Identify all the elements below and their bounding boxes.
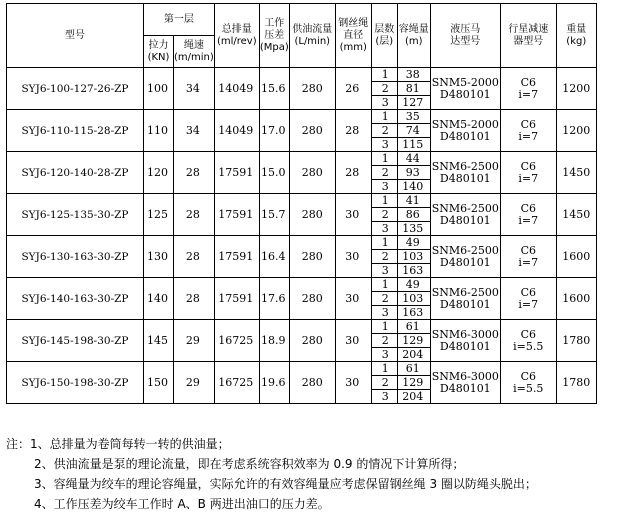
header-rope-speed: 绳速 (m/min) <box>174 36 215 68</box>
cell-displacement: 17591 <box>214 278 259 320</box>
cell-rope-speed: 34 <box>174 68 215 110</box>
header-first-layer: 第一层 <box>144 4 215 36</box>
cell-capacity: 204 <box>397 390 430 404</box>
cell-displacement: 17591 <box>214 194 259 236</box>
cell-pull-force: 145 <box>144 320 174 362</box>
cell-layer: 2 <box>371 82 397 96</box>
cell-model: SYJ6-145-198-30-ZP <box>7 320 144 362</box>
cell-oil-flow: 280 <box>289 236 335 278</box>
cell-layer: 2 <box>371 250 397 264</box>
table-row <box>7 68 597 82</box>
cell-rope-diameter: 28 <box>335 110 371 152</box>
cell-weight: 1200 <box>556 68 596 110</box>
cell-capacity: 35 <box>397 110 430 124</box>
cell-pressure: 18.9 <box>259 320 289 362</box>
cell-reducer-model: C6 i=7 <box>500 110 556 152</box>
cell-oil-flow: 280 <box>289 152 335 194</box>
cell-pressure: 19.6 <box>259 362 289 404</box>
cell-pull-force: 140 <box>144 278 174 320</box>
cell-displacement: 16725 <box>214 362 259 404</box>
cell-reducer-model: C6 i=7 <box>500 194 556 236</box>
cell-displacement: 14049 <box>214 68 259 110</box>
cell-model: SYJ6-120-140-28-ZP <box>7 152 144 194</box>
cell-capacity: 41 <box>397 194 430 208</box>
cell-layer: 2 <box>371 376 397 390</box>
cell-weight: 1450 <box>556 152 596 194</box>
header-capacity: 容绳量 (m) <box>397 4 430 68</box>
cell-reducer-model: C6 i=7 <box>500 236 556 278</box>
cell-reducer-model: C6 i=5.5 <box>500 320 556 362</box>
cell-layer: 3 <box>371 390 397 404</box>
cell-pull-force: 110 <box>144 110 174 152</box>
table-row <box>7 236 597 250</box>
cell-capacity: 44 <box>397 152 430 166</box>
cell-rope-speed: 28 <box>174 152 215 194</box>
cell-capacity: 49 <box>397 236 430 250</box>
table-row <box>7 320 597 334</box>
cell-rope-diameter: 30 <box>335 278 371 320</box>
cell-capacity: 86 <box>397 208 430 222</box>
header-total-displacement: 总排量 (ml/rev) <box>214 4 259 68</box>
cell-layer: 3 <box>371 96 397 110</box>
cell-layer: 3 <box>371 306 397 320</box>
cell-rope-diameter: 26 <box>335 68 371 110</box>
cell-layer: 1 <box>371 152 397 166</box>
cell-motor-model: SNM6-3000 D480101 <box>430 320 500 362</box>
cell-layer: 3 <box>371 180 397 194</box>
header-pull-force: 拉力 (KN) <box>144 36 174 68</box>
cell-pull-force: 125 <box>144 194 174 236</box>
cell-capacity: 61 <box>397 362 430 376</box>
cell-layer: 3 <box>371 348 397 362</box>
cell-capacity: 115 <box>397 138 430 152</box>
cell-pull-force: 120 <box>144 152 174 194</box>
cell-pressure: 15.0 <box>259 152 289 194</box>
cell-rope-speed: 29 <box>174 320 215 362</box>
cell-weight: 1450 <box>556 194 596 236</box>
cell-motor-model: SNM6-2500 D480101 <box>430 278 500 320</box>
cell-capacity: 38 <box>397 68 430 82</box>
cell-layer: 1 <box>371 194 397 208</box>
cell-weight: 1600 <box>556 278 596 320</box>
cell-oil-flow: 280 <box>289 362 335 404</box>
cell-motor-model: SNM6-2500 D480101 <box>430 236 500 278</box>
cell-oil-flow: 280 <box>289 194 335 236</box>
cell-capacity: 61 <box>397 320 430 334</box>
cell-weight: 1780 <box>556 320 596 362</box>
cell-rope-speed: 28 <box>174 236 215 278</box>
note-1: 注：1、总排量为卷筒每转一转的供油量； <box>6 437 230 451</box>
note-2: 2、供油流量是泵的理论流量，即在考虑系统容积效率为 0.9 的情况下计算所得； <box>34 457 465 471</box>
cell-pressure: 16.4 <box>259 236 289 278</box>
cell-model: SYJ6-100-127-26-ZP <box>7 68 144 110</box>
cell-layer: 2 <box>371 292 397 306</box>
cell-capacity: 74 <box>397 124 430 138</box>
cell-layer: 2 <box>371 208 397 222</box>
cell-capacity: 49 <box>397 278 430 292</box>
cell-weight: 1600 <box>556 236 596 278</box>
cell-capacity: 93 <box>397 166 430 180</box>
cell-rope-speed: 28 <box>174 278 215 320</box>
cell-pull-force: 130 <box>144 236 174 278</box>
cell-layer: 2 <box>371 166 397 180</box>
cell-motor-model: SNM5-2000 D480101 <box>430 110 500 152</box>
cell-layer: 1 <box>371 278 397 292</box>
cell-layer: 1 <box>371 110 397 124</box>
cell-rope-speed: 29 <box>174 362 215 404</box>
header-rope-diameter: 钢丝绳 直径 (mm) <box>335 4 371 68</box>
cell-rope-speed: 34 <box>174 110 215 152</box>
cell-layer: 1 <box>371 236 397 250</box>
cell-oil-flow: 280 <box>289 68 335 110</box>
header-oil-flow: 供油流量 (L/min) <box>289 4 335 68</box>
cell-model: SYJ6-125-135-30-ZP <box>7 194 144 236</box>
cell-rope-diameter: 30 <box>335 320 371 362</box>
cell-capacity: 163 <box>397 306 430 320</box>
cell-model: SYJ6-150-198-30-ZP <box>7 362 144 404</box>
header-working-pressure: 工作 压差 (Mpa) <box>259 4 289 68</box>
cell-pull-force: 100 <box>144 68 174 110</box>
cell-capacity: 129 <box>397 376 430 390</box>
header-reducer-model: 行星减速 器型号 <box>500 4 556 68</box>
cell-layer: 3 <box>371 222 397 236</box>
header-weight: 重量 (kg) <box>556 4 596 68</box>
cell-motor-model: SNM6-2500 D480101 <box>430 194 500 236</box>
cell-displacement: 16725 <box>214 320 259 362</box>
cell-layer: 3 <box>371 138 397 152</box>
cell-pull-force: 150 <box>144 362 174 404</box>
note-3: 3、容绳量为绞车的理论容绳量，实际允许的有效容绳量应考虑保留钢丝绳 3 圈以防绳头脱出； <box>34 477 537 491</box>
cell-oil-flow: 280 <box>289 110 335 152</box>
spec-table <box>6 3 597 404</box>
header-model: 型号 <box>7 4 144 68</box>
table-row <box>7 152 597 166</box>
cell-reducer-model: C6 i=5.5 <box>500 362 556 404</box>
cell-capacity: 204 <box>397 348 430 362</box>
cell-pressure: 15.6 <box>259 68 289 110</box>
cell-capacity: 140 <box>397 180 430 194</box>
cell-rope-diameter: 30 <box>335 362 371 404</box>
cell-motor-model: SNM6-3000 D480101 <box>430 362 500 404</box>
cell-capacity: 135 <box>397 222 430 236</box>
cell-displacement: 14049 <box>214 110 259 152</box>
cell-layer: 1 <box>371 68 397 82</box>
cell-motor-model: SNM6-2500 D480101 <box>430 152 500 194</box>
cell-capacity: 163 <box>397 264 430 278</box>
cell-rope-diameter: 30 <box>335 194 371 236</box>
cell-capacity: 81 <box>397 82 430 96</box>
cell-oil-flow: 280 <box>289 278 335 320</box>
cell-reducer-model: C6 i=7 <box>500 68 556 110</box>
cell-rope-diameter: 28 <box>335 152 371 194</box>
cell-weight: 1780 <box>556 362 596 404</box>
table-row <box>7 194 597 208</box>
header-layers: 层数 (层) <box>371 4 397 68</box>
cell-weight: 1200 <box>556 110 596 152</box>
cell-layer: 3 <box>371 264 397 278</box>
note-4: 4、工作压差为绞车工作时 A、B 两进出油口的压力差。 <box>34 497 330 511</box>
cell-pressure: 17.6 <box>259 278 289 320</box>
cell-pressure: 17.0 <box>259 110 289 152</box>
notes <box>6 434 537 514</box>
cell-rope-speed: 28 <box>174 194 215 236</box>
cell-capacity: 103 <box>397 292 430 306</box>
cell-displacement: 17591 <box>214 236 259 278</box>
cell-motor-model: SNM5-2000 D480101 <box>430 68 500 110</box>
table-row <box>7 110 597 124</box>
cell-layer: 2 <box>371 334 397 348</box>
cell-reducer-model: C6 i=7 <box>500 152 556 194</box>
cell-pressure: 15.7 <box>259 194 289 236</box>
cell-reducer-model: C6 i=7 <box>500 278 556 320</box>
cell-rope-diameter: 30 <box>335 236 371 278</box>
table-row <box>7 278 597 292</box>
cell-displacement: 17591 <box>214 152 259 194</box>
cell-layer: 1 <box>371 320 397 334</box>
cell-capacity: 129 <box>397 334 430 348</box>
cell-layer: 2 <box>371 124 397 138</box>
cell-model: SYJ6-140-163-30-ZP <box>7 278 144 320</box>
cell-model: SYJ6-130-163-30-ZP <box>7 236 144 278</box>
cell-capacity: 103 <box>397 250 430 264</box>
header-motor-model: 液压马 达型号 <box>430 4 500 68</box>
cell-layer: 1 <box>371 362 397 376</box>
table-row <box>7 362 597 376</box>
cell-capacity: 127 <box>397 96 430 110</box>
cell-model: SYJ6-110-115-28-ZP <box>7 110 144 152</box>
cell-oil-flow: 280 <box>289 320 335 362</box>
